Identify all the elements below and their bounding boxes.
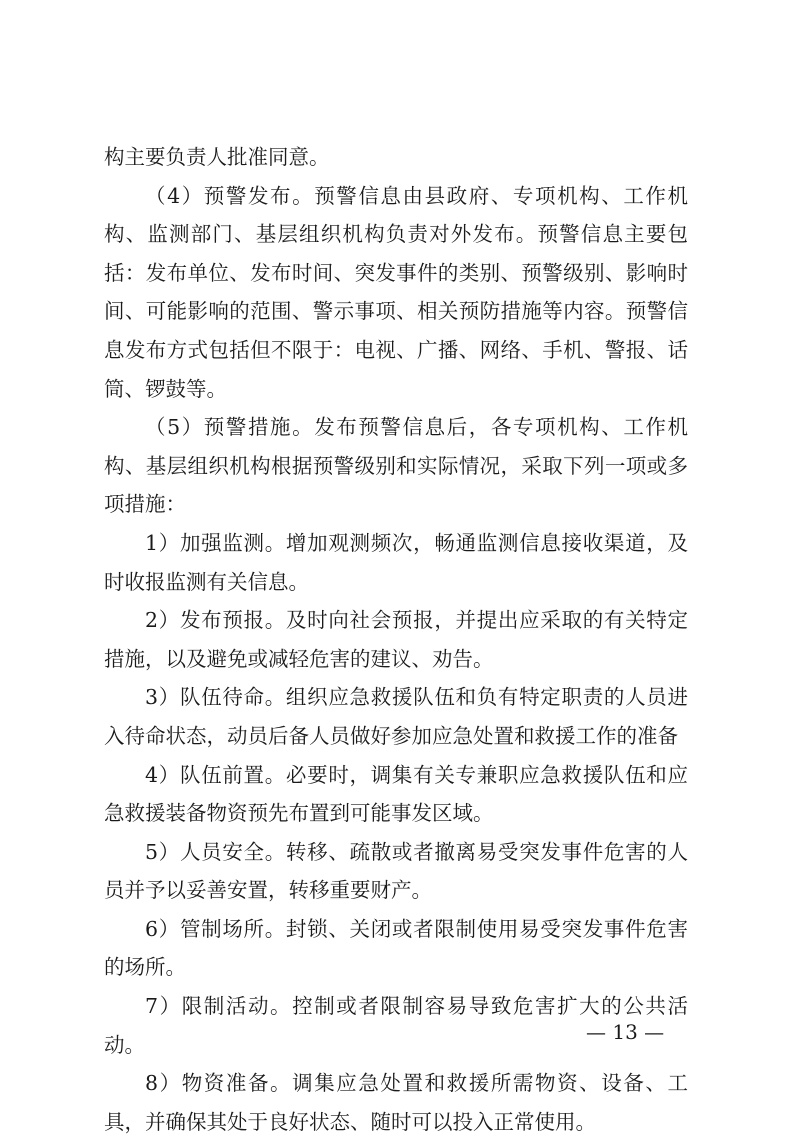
list-item-team-forward: 4）队伍前置。必要时，调集有关专兼职应急救援队伍和应急救援装备物资预先布置到可能事发区域。 bbox=[104, 762, 688, 826]
list-item-strengthen-monitoring: 1）加强监测。增加观测频次，畅通监测信息接收渠道，及时收报监测有关信息。 bbox=[104, 530, 688, 594]
list-item-site-control: 6）管制场所。封锁、关闭或者限制使用易受突发事件危害的场所。 bbox=[104, 916, 688, 980]
list-item-material-preparation: 8）物资准备。调集应急处置和救援所需物资、设备、工具，并确保其处于良好状态、随时可以投入正常使用。 bbox=[104, 1071, 688, 1134]
list-item-release-forecast: 2）发布预报。及时向社会预报，并提出应采取的有关特定措施，以及避免或减轻危害的建议、劝告。 bbox=[104, 608, 688, 671]
list-item-personnel-safety: 5）人员安全。转移、疏散或者撤离易受突发事件危害的人员并予以妥善安置，转移重要财产。 bbox=[104, 839, 688, 903]
list-item-activity-restriction: 7）限制活动。控制或者限制容易导致危害扩大的公共活动。 bbox=[104, 994, 688, 1057]
paragraph-continuation: 构主要负责人批准同意。 bbox=[104, 145, 330, 169]
list-item-team-standby: 3）队伍待命。组织应急救援队伍和负有特定职责的人员进入待命状态，动员后备人员做好参加应急处置和救援工作的准备 bbox=[104, 685, 688, 748]
page-number: — 13 — bbox=[586, 1020, 665, 1044]
paragraph-warning-measures: （5）预警措施。发布预警信息后，各专项机构、工作机构、基层组织机构根据预警级别和实际情况，采取下列一项或多项措施： bbox=[104, 415, 688, 517]
body-text bbox=[104, 138, 688, 1141]
paragraph-warning-release: （4）预警发布。预警信息由县政府、专项机构、工作机构、监测部门、基层组织机构负责对外发布。预警信息主要包括：发布单位、发布时间、突发事件的类别、预警级别、影响时间、可能影响的范围、警示事项、相关预防措施等内容。预警信息发布方式包括但不限于：电视、广播、网络、手机、警报、话筒、锣鼓等。 bbox=[104, 183, 688, 401]
